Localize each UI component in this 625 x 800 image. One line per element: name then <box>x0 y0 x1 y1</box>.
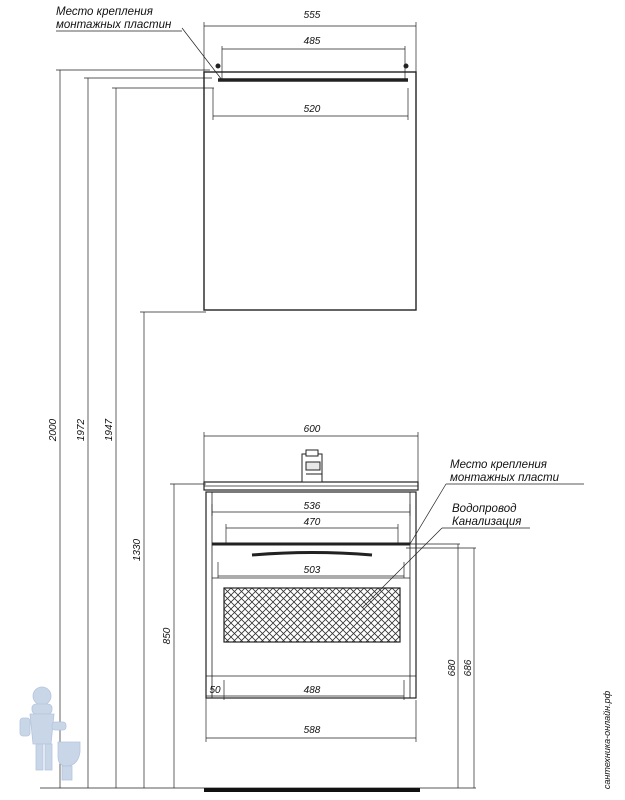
height-dimension-lines <box>60 70 474 788</box>
leader-mount-top <box>182 28 222 80</box>
dim-label-680: 680 <box>447 659 458 677</box>
dim-mirror-width <box>204 22 416 72</box>
note-water: Водопровод <box>452 503 517 515</box>
dim-label-2000: 2000 <box>48 418 59 442</box>
dim-label-686: 686 <box>463 659 474 677</box>
mount-point-left <box>216 64 220 68</box>
drawer-handle <box>252 553 372 556</box>
faucet-icon <box>302 450 322 482</box>
dim-label-488: 488 <box>303 685 321 696</box>
watermark-text: сантехника-онлайн.рф <box>602 690 612 790</box>
leader-water <box>362 528 442 608</box>
note-mount-bottom-1: Место крепления <box>450 459 547 471</box>
note-mount-top-1: Место крепления <box>56 6 153 18</box>
dim-label-588: 588 <box>303 725 321 736</box>
dim-label-536: 536 <box>303 501 321 512</box>
dim-label-1330: 1330 <box>132 538 143 562</box>
mirror <box>204 64 416 310</box>
dim-label-470: 470 <box>303 517 321 528</box>
dim-label-520: 520 <box>303 104 321 115</box>
note-mount-bottom-2: монтажных пласти <box>450 472 560 484</box>
note-mount-top-2: монтажных пластин <box>56 19 172 31</box>
dim-label-850: 850 <box>162 627 173 645</box>
note-sewer: Канализация <box>452 516 522 528</box>
leader-mount-bottom <box>410 484 446 544</box>
dim-label-555: 555 <box>303 10 321 21</box>
washbasin <box>204 482 418 490</box>
dim-label-1972: 1972 <box>76 418 87 442</box>
dim-label-50: 50 <box>209 685 221 696</box>
dim-label-485: 485 <box>303 36 321 47</box>
dim-label-1947: 1947 <box>104 418 115 442</box>
dim-label-503: 503 <box>303 565 321 576</box>
dim-label-600: 600 <box>303 424 321 435</box>
dim-mount-span-top <box>222 46 405 80</box>
mount-point-right <box>404 64 408 68</box>
plumber-mascot-icon <box>20 687 80 780</box>
